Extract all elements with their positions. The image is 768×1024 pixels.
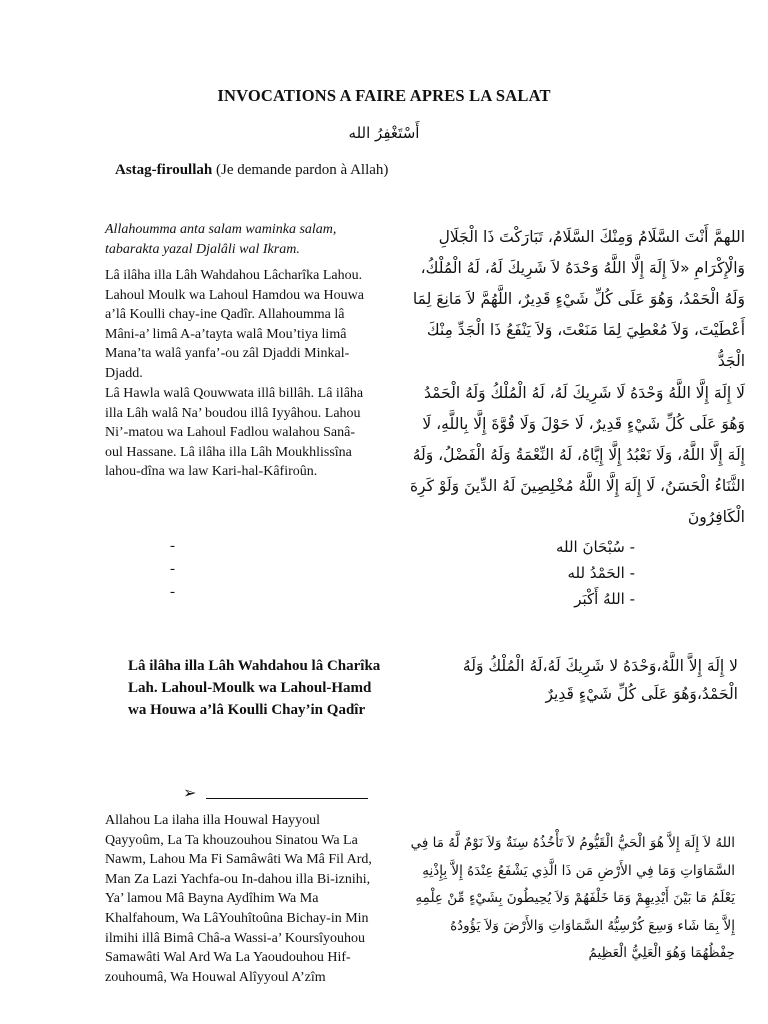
- transliteration-para-2: Lâ Hawla walâ Qouwwata illâ billâh. Lâ ilâha illa Lâh walâ Na’ boudou illâ Iyyâhou. Lahou Ni’-matou wa Lahoul Fadlou walahou Sanâ-oul Hassane. Lâ ilâha illa Lâh Moukhlissîna lahou-dîna wa law Kari-hal-Kâfiroûn.: [105, 386, 364, 480]
- tahlil-arabic: لا إِلَهَ إِلاَّ اللَّهُ،وَحْدَهُ لا شَرِيكَ لَهُ،لَهُ الْمُلْكُ وَلَهُ الْحَمْدُ،وَهُوَ عَلَى كُلِّ شَيْءٍ قَدِيرٌ: [462, 657, 738, 703]
- dhikr-dash-1: -: [170, 538, 175, 554]
- ayat-kursi-arabic: اللهُ لاَ إِلَهَ إِلاَّ هُوَ الْحَيُّ الْقَيُّومُ لاَ تَأْخُذُهُ سِنَةٌ وَلاَ نَوْمٌ لَّهُ مَا فِي السَّمَاوَاتِ وَمَا فِي الأَرْضِ مَن ذَا الَّذِي يَشْفَعُ عِنْدَهُ إِلاَّ بِإِذْنِهِ يَعْلَمُ مَا بَيْنَ أَيْدِيهِمْ وَمَا خَلْفَهُمْ وَلاَ يُحِيطُونَ بِشَيْءٍ مِّنْ عِلْمِهِ إِلاَّ بِمَا شَاء وَسِعَ كُرْسِيُّهُ السَّمَاوَاتِ وَالأَرْضَ وَلاَ يَؤُودُهُ حِفْظُهُمَا وَهُوَ الْعَلِيُّ الْعَظِيمُ: [410, 835, 735, 961]
- transliteration-para-1: Lâ ilâha illa Lâh Wahdahou Lâcharîka Lahou. Lahoul Moulk wa Lahoul Hamdou wa Houwa a’lâ Koulli chay-ine Qadîr. Allahoumma lâ Mâni-a’ limâ A-a’tayta walâ Mou’tiya limâ Mana’ta walâ yanfa’-ou zâl Djaddi Minkal-Djadd.: [105, 268, 364, 381]
- arrow-bullet-icon: ➢: [183, 785, 197, 802]
- intro-transliteration: Allahoumma anta salam waminka salam, tabarakta yazal Djalâli wal Ikram.: [105, 222, 337, 257]
- astaghfirullah-line: [115, 162, 388, 179]
- tahlil-transliteration: Lâ ilâha illa Lâh Wahdahou lâ Charîka Lah. Lahoul-Moulk wa Lahoul-Hamd wa Houwa a’lâ Koulli Chay’in Qadîr: [128, 658, 381, 718]
- ayat-kursi-transliteration: Allahou La ilaha illa Houwal Hayyoul Qayyoûm, La Ta khouzouhou Sinatou Wa La Nawm, Lahou Ma Fi Samâwâti Wa Mâ Fil Ard, Man Za Lazi Yachfa-ou In-dahou illa Bi-iznihi, Ya’ lamou Mâ Bayna Aydîhim Wa Ma Khalfahoum, Wa LâYouhîtoûna Bichay-in Min ilmihi illâ Bimâ Châ-a Wassi-a’ Koursîyouhou Samawâti Wal Ard Wa La Yaoudouhou Hif-zouhoumâ, Wa Houwal Alîyyoul A’zîm: [105, 813, 372, 985]
- arabic-para-2: لَا إِلَهَ إِلَّا اللَّهُ وَحْدَهُ لَا شَرِيكَ لَهُ، لَهُ الْمُلْكُ وَلَهُ الْحَمْدُ وَهُوَ عَلَى كُلِّ شَيْءٍ قَدِيرٌ، لَا حَوْلَ وَلَا قُوَّةَ إِلَّا بِاللَّهِ، لَا إِلَهَ إِلَّا اللَّهُ، وَلَا نَعْبُدُ إِلَّا إِيَّاهُ، لَهُ النِّعْمَةُ وَلَهُ الْفَضْلُ، وَلَهُ الثَّنَاءُ الْحَسَنُ، لَا إِلَهَ إِلَّا اللَّهُ مُخْلِصِينَ لَهُ الدِّينَ وَلَوْ كَرِهَ الْكَافِرُونَ: [409, 384, 745, 526]
- astaghfirullah-bold: Astag-firoullah: [115, 162, 213, 178]
- underline-blank: [206, 798, 368, 799]
- dhikr-subhanallah: - سُبْحَانَ الله: [555, 538, 635, 556]
- istighfar-arabic: أَسْتَغْفِرُ الله: [348, 124, 420, 142]
- astaghfirullah-translation: (Je demande pardon à Allah): [215, 162, 389, 178]
- dhikr-dash-3: -: [170, 584, 175, 600]
- dhikr-alhamdulillah: - الحَمْدُ لله: [567, 564, 635, 582]
- arabic-para-1: اللهمَّ أَنْتَ السَّلَامُ وَمِنْكَ السَّلَامُ، تَبَارَكْتَ ذَا الْجَلَالِ وَالْإِكْرَامِ «لاَ إِلَهَ إِلَّا اللَّهُ وَحْدَهُ لاَ شَرِيكَ لَهُ، لَهُ الْمُلْكُ، وَلَهُ الْحَمْدُ، وَهُوَ عَلَى كُلِّ شَيْءٍ قَدِيرٌ، اللَّهُمَّ لاَ مَانِعَ لِمَا أَعْطَيْتَ، وَلاَ مُعْطِيَ لِمَا مَنَعْتَ، وَلاَ يَنْفَعُ ذَا الْجَدِّ مِنْكَ الْجَدُّ: [412, 228, 745, 370]
- dhikr-allahu-akbar: - اللهُ أَكْبَر: [574, 590, 635, 608]
- dhikr-dash-2: -: [170, 561, 175, 577]
- page-title: INVOCATIONS A FAIRE APRES LA SALAT: [217, 86, 551, 105]
